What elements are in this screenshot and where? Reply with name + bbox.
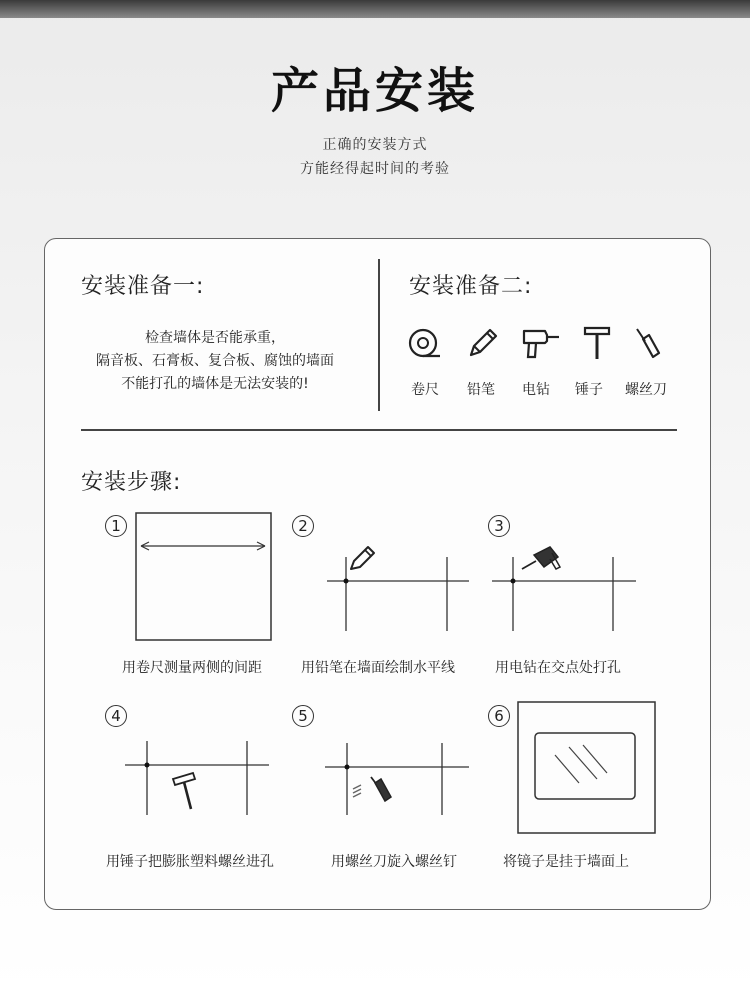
tool-label-tape: 卷尺 bbox=[411, 382, 439, 398]
subtitle-line-2: 方能经得起时间的考验 bbox=[300, 161, 450, 177]
steps-heading: 安装步骤: bbox=[81, 470, 182, 495]
step-3-caption: 用电钻在交点处打孔 bbox=[495, 660, 621, 676]
screwdriver-icon bbox=[633, 325, 663, 365]
prep1-line-3: 不能打孔的墙体是无法安装的! bbox=[121, 376, 309, 392]
step-2-caption: 用铅笔在墙面绘制水平线 bbox=[301, 660, 455, 676]
step-5-caption: 用螺丝刀旋入螺丝钉 bbox=[331, 854, 457, 870]
prep1-note bbox=[65, 327, 365, 396]
tape-measure-icon bbox=[407, 325, 443, 365]
top-photo-strip bbox=[0, 0, 750, 18]
step-3-diagram bbox=[492, 539, 642, 639]
prep2-heading: 安装准备二: bbox=[409, 274, 533, 299]
step-6-number: 6 bbox=[488, 705, 510, 727]
step-4-caption: 用锤子把膨胀塑料螺丝进孔 bbox=[106, 854, 274, 870]
step-2-diagram bbox=[327, 539, 472, 639]
step-1-caption: 用卷尺测量两侧的间距 bbox=[122, 660, 262, 676]
tool-label-drill: 电钻 bbox=[522, 382, 550, 398]
step-5-diagram bbox=[325, 741, 473, 825]
prep1-heading: 安装准备一: bbox=[81, 274, 205, 299]
step-5-number: 5 bbox=[292, 705, 314, 727]
step-1-number: 1 bbox=[105, 515, 127, 537]
step-4-number: 4 bbox=[105, 705, 127, 727]
step-6-diagram bbox=[517, 701, 659, 839]
prep1-line-1: 检查墙体是否能承重， bbox=[145, 330, 285, 346]
subtitle-line-1: 正确的安装方式 bbox=[322, 137, 428, 153]
horizontal-divider bbox=[81, 429, 677, 431]
vertical-divider bbox=[378, 259, 380, 411]
step-2-number: 2 bbox=[292, 515, 314, 537]
electric-drill-icon bbox=[521, 325, 561, 365]
step-3-number: 3 bbox=[488, 515, 510, 537]
step-6-caption: 将镜子是挂于墙面上 bbox=[503, 854, 629, 870]
page-title: 产品安装 bbox=[270, 63, 479, 119]
tool-label-hammer: 锤子 bbox=[575, 382, 603, 398]
tool-label-screwdriver: 螺丝刀 bbox=[625, 382, 667, 398]
tool-label-pencil: 铅笔 bbox=[467, 382, 495, 398]
step-4-diagram bbox=[125, 741, 273, 825]
hammer-icon bbox=[583, 325, 613, 365]
step-1-diagram bbox=[135, 512, 275, 648]
prep1-line-2: 隔音板、石膏板、复合板、腐蚀的墙面 bbox=[96, 353, 334, 369]
installation-card bbox=[44, 238, 711, 910]
pencil-icon bbox=[465, 325, 501, 365]
